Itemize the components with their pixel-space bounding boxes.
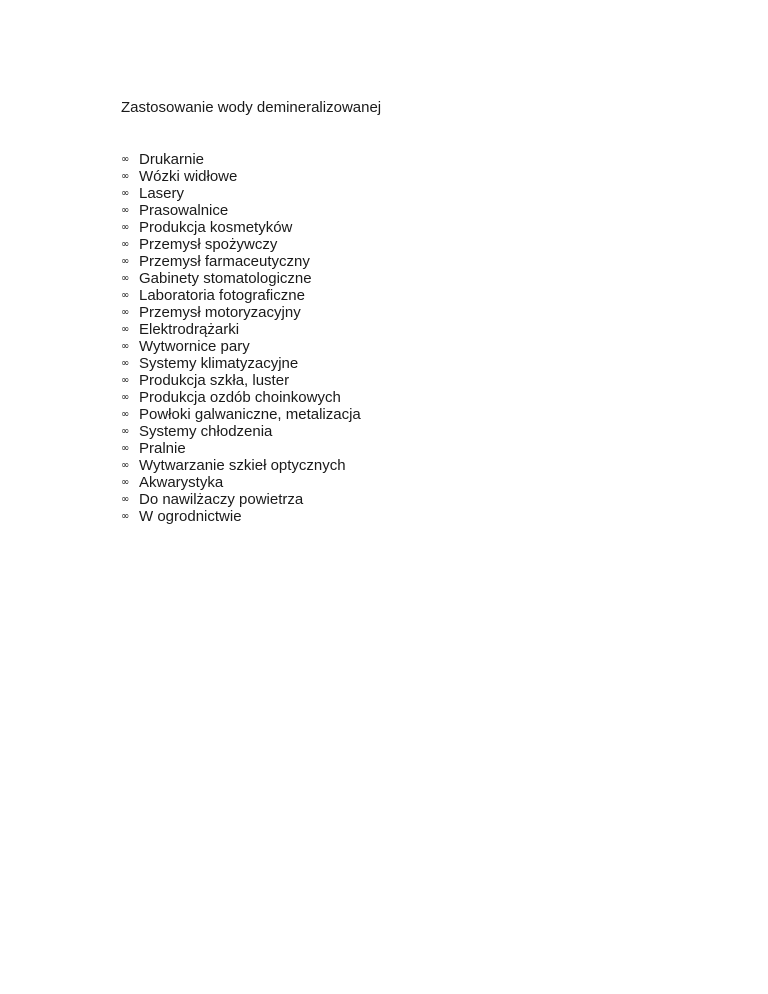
list-item — [121, 457, 361, 474]
applications-list — [121, 151, 361, 525]
list-item-text: Systemy klimatyzacyjne — [139, 355, 299, 372]
infinity-bullet-icon: ∞ — [121, 358, 130, 369]
list-item — [121, 321, 361, 338]
list-item — [121, 202, 361, 219]
document-title: Zastosowanie wody demineralizowanej — [121, 99, 382, 116]
list-item — [121, 151, 361, 168]
infinity-bullet-icon: ∞ — [121, 273, 130, 284]
infinity-bullet-icon: ∞ — [121, 477, 130, 488]
list-item-text: Przemysł farmaceutyczny — [139, 253, 310, 270]
list-item — [121, 168, 361, 185]
list-item — [121, 287, 361, 304]
list-item — [121, 219, 361, 236]
infinity-bullet-icon: ∞ — [121, 222, 130, 233]
infinity-bullet-icon: ∞ — [121, 256, 130, 267]
list-item-text: Przemysł motoryzacyjny — [139, 304, 301, 321]
list-item — [121, 406, 361, 423]
list-item-text: Wózki widłowe — [139, 168, 238, 185]
list-item-text: Produkcja ozdób choinkowych — [139, 389, 341, 406]
list-item-text: Elektrodrążarki — [139, 321, 240, 338]
infinity-bullet-icon: ∞ — [121, 409, 130, 420]
list-item-text: Powłoki galwaniczne, metalizacja — [139, 406, 361, 423]
list-item — [121, 338, 361, 355]
list-item — [121, 474, 361, 491]
list-item — [121, 389, 361, 406]
list-item — [121, 491, 361, 508]
list-item — [121, 440, 361, 457]
list-item — [121, 508, 361, 525]
infinity-bullet-icon: ∞ — [121, 307, 130, 318]
list-item-text: Produkcja kosmetyków — [139, 219, 293, 236]
infinity-bullet-icon: ∞ — [121, 494, 130, 505]
list-item — [121, 270, 361, 287]
infinity-bullet-icon: ∞ — [121, 375, 130, 386]
list-item-text: Przemysł spożywczy — [139, 236, 278, 253]
infinity-bullet-icon: ∞ — [121, 205, 130, 216]
infinity-bullet-icon: ∞ — [121, 239, 130, 250]
infinity-bullet-icon: ∞ — [121, 511, 130, 522]
infinity-bullet-icon: ∞ — [121, 324, 130, 335]
list-item — [121, 423, 361, 440]
list-item-text: Lasery — [139, 185, 185, 202]
list-item-text: Akwarystyka — [139, 474, 224, 491]
infinity-bullet-icon: ∞ — [121, 290, 130, 301]
list-item-text: Pralnie — [139, 440, 186, 457]
infinity-bullet-icon: ∞ — [121, 426, 130, 437]
infinity-bullet-icon: ∞ — [121, 154, 130, 165]
list-item-text: Wytwornice pary — [139, 338, 250, 355]
infinity-bullet-icon: ∞ — [121, 341, 130, 352]
infinity-bullet-icon: ∞ — [121, 188, 130, 199]
infinity-bullet-icon: ∞ — [121, 392, 130, 403]
list-item-text: Systemy chłodzenia — [139, 423, 273, 440]
list-item-text: Prasowalnice — [139, 202, 229, 219]
list-item — [121, 372, 361, 389]
list-item-text: Wytwarzanie szkieł optycznych — [139, 457, 346, 474]
list-item — [121, 253, 361, 270]
list-item-text: Do nawilżaczy powietrza — [139, 491, 304, 508]
list-item — [121, 185, 361, 202]
list-item — [121, 236, 361, 253]
list-item — [121, 355, 361, 372]
infinity-bullet-icon: ∞ — [121, 171, 130, 182]
infinity-bullet-icon: ∞ — [121, 443, 130, 454]
list-item-text: Gabinety stomatologiczne — [139, 270, 312, 287]
list-item — [121, 304, 361, 321]
infinity-bullet-icon: ∞ — [121, 460, 130, 471]
list-item-text: Produkcja szkła, luster — [139, 372, 290, 389]
list-item-text: Drukarnie — [139, 151, 205, 168]
list-item-text: Laboratoria fotograficzne — [139, 287, 305, 304]
list-item-text: W ogrodnictwie — [139, 508, 242, 525]
